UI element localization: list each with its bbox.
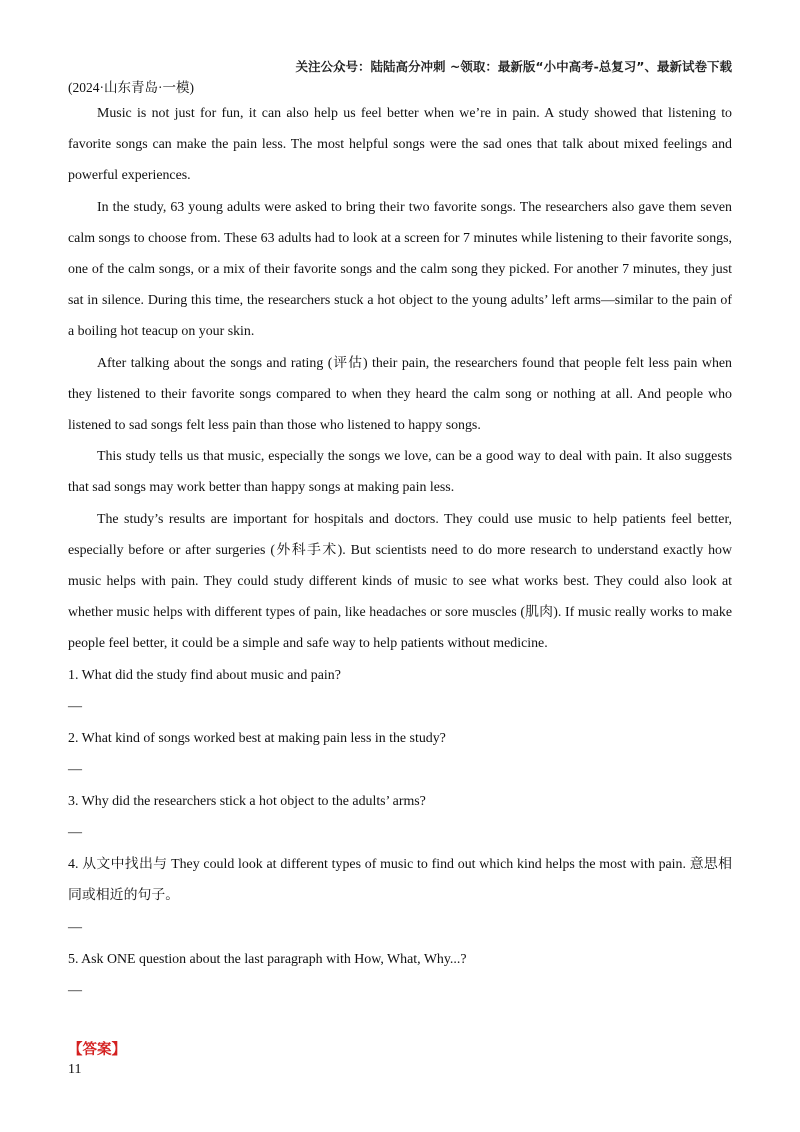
- question-2: 2. What kind of songs worked best at making pain less in the study?: [68, 730, 446, 746]
- answer-blank-1[interactable]: —: [68, 698, 82, 714]
- passage-paragraph-4: This study tells us that music, especially the songs we love, can be a good way to deal with pain. It also suggests that sad songs may work better than happy songs at making pain less.: [68, 449, 732, 496]
- document-body: [68, 98, 732, 1007]
- questions: [68, 660, 732, 1007]
- header-note: 关注公众号：陆陆高分冲刺 ~领取：最新版“小中高考-总复习”、最新试卷下载: [295, 59, 732, 74]
- question-1: 1. What did the study find about music and pain?: [68, 667, 341, 683]
- answer-blank-2[interactable]: —: [68, 762, 82, 778]
- passage: [68, 98, 732, 660]
- passage-paragraph-3: After talking about the songs and rating (评估) their pain, the researchers found that people felt less pain when they listened to their favorite songs compared to when they heard the calm song or nothing at all. And people who listened to sad songs felt less pain than those who listened to happy songs.: [68, 355, 732, 434]
- question-5: 5. Ask ONE question about the last paragraph with How, What, Why...?: [68, 951, 467, 967]
- passage-paragraph-5: The study’s results are important for hospitals and doctors. They could use music to help patients feel better, especially before or after surgeries (外科手术). But scientists need to do more research to understand exactly how music helps with pain. They could study different kinds of music to see what works best. They could also look at whether music helps with different types of pain, like headaches or sore muscles (肌肉). If music really works to make people feel better, it could be a simple and safe way to help patients without medicine.: [68, 511, 732, 652]
- page-number: 11: [68, 1062, 82, 1077]
- answer-blank-3[interactable]: —: [68, 825, 82, 841]
- answer-blank-5[interactable]: —: [68, 982, 82, 998]
- question-3: 3. Why did the researchers stick a hot object to the adults’ arms?: [68, 794, 426, 810]
- question-4: 4. 从文中找出与 They could look at different types of music to find out which kind helps the most with pain. 意思相同或相近的句子。: [68, 857, 732, 904]
- answer-blank-4[interactable]: —: [68, 919, 82, 935]
- passage-paragraph-1: Music is not just for fun, it can also help us feel better when we’re in pain. A study showed that listening to favorite songs can make the pain less. The most helpful songs were the sad ones that talk about mixed feelings and powerful experiences.: [68, 106, 732, 184]
- exam-source: (2024·山东青岛·一模): [68, 80, 194, 95]
- passage-paragraph-2: In the study, 63 young adults were asked to bring their two favorite songs. The researchers also gave them seven calm songs to choose from. These 63 adults had to look at a screen for 7 minutes while listening to their favorite songs, one of the calm songs, or a mix of their favorite songs and the calm song they picked. For another 7 minutes, they just sat in silence. During this time, the researchers stuck a hot object to the young adults’ left arms—similar to the pain of a boiling hot teacup on your skin.: [68, 199, 732, 340]
- answer-label: 【答案】: [68, 1042, 126, 1058]
